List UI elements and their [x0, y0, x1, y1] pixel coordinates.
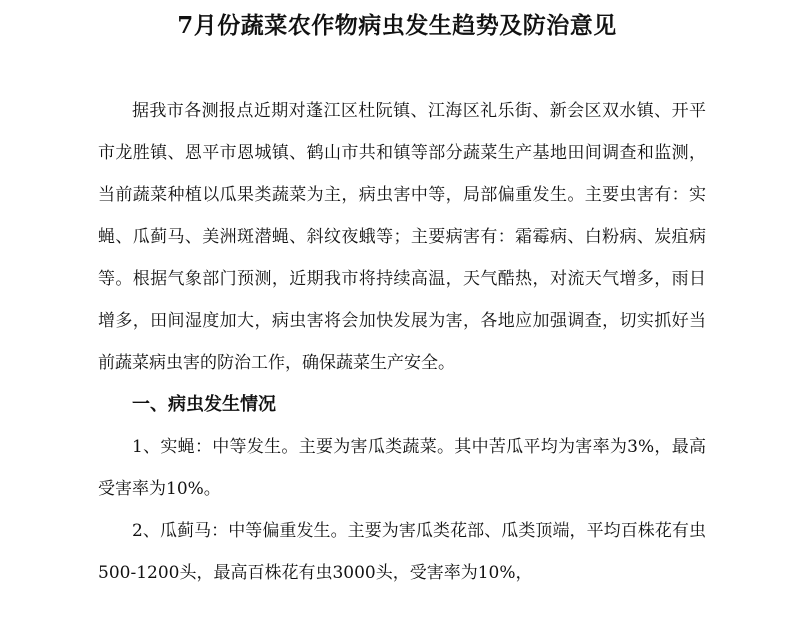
- section-heading: 一、病虫发生情况: [132, 394, 276, 415]
- item-paragraph-shiying: 1、实蝇：中等发生。主要为害瓜类蔬菜。其中苦瓜平均为害率为3%，最高受害率为10%。: [98, 437, 706, 499]
- document-body: [98, 90, 706, 594]
- intro-paragraph: 据我市各测报点近期对蓬江区杜阮镇、江海区礼乐街、新会区双水镇、开平市龙胜镇、恩平市恩城镇、鹤山市共和镇等部分蔬菜生产基地田间调查和监测，当前蔬菜种植以瓜果类蔬菜为主，病虫害中等，局部偏重发生。主要虫害有：实蝇、瓜蓟马、美洲斑潜蝇、斜纹夜蛾等；主要病害有：霜霉病、白粉病、炭疽病等。根据气象部门预测，近期我市将持续高温，天气酷热，对流天气增多，雨日增多，田间湿度加大，病虫害将会加快发展为害，各地应加强调查，切实抓好当前蔬菜病虫害的防治工作，确保蔬菜生产安全。: [98, 101, 706, 373]
- document-title: 7月份蔬菜农作物病虫发生趋势及防治意见: [177, 12, 617, 39]
- item-paragraph-guajima: 2、瓜蓟马：中等偏重发生。主要为害瓜类花部、瓜类顶端，平均百株花有虫500-1200头，最高百株花有虫3000头，受害率为10%，: [98, 521, 706, 583]
